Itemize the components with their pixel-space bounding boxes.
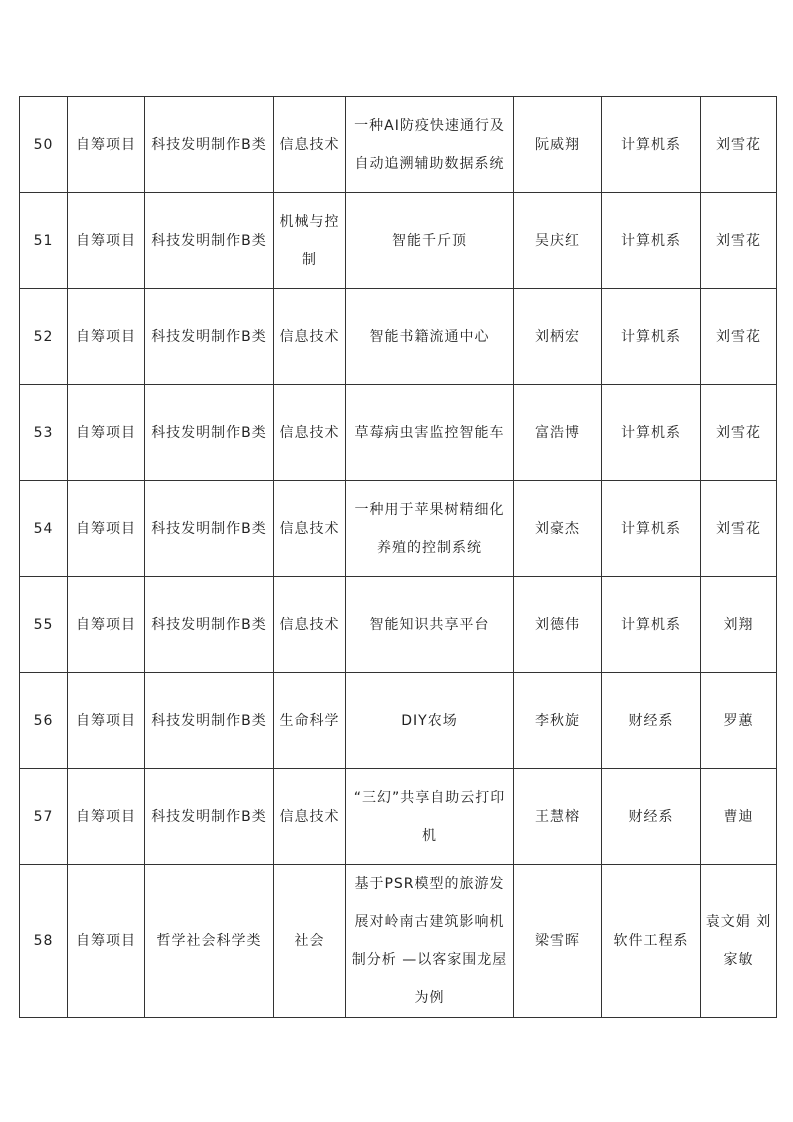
table-row (20, 97, 777, 193)
department-cell: 财经系 (602, 673, 701, 769)
project-leader-cell: 梁雪晖 (514, 865, 602, 1018)
project-category-cell: 科技发明制作B类 (145, 193, 274, 289)
department-cell: 财经系 (602, 769, 701, 865)
advisor-cell: 刘雪花 (701, 481, 777, 577)
discipline-field-cell: 信息技术 (274, 577, 346, 673)
discipline-field-cell: 信息技术 (274, 385, 346, 481)
project-source-cell: 自筹项目 (68, 385, 145, 481)
row-number-cell: 52 (20, 289, 68, 385)
project-category-cell: 科技发明制作B类 (145, 97, 274, 193)
table-row (20, 673, 777, 769)
project-leader-cell: 刘柄宏 (514, 289, 602, 385)
advisor-cell: 刘翔 (701, 577, 777, 673)
project-title-cell: 一种AI防疫快速通行及自动追溯辅助数据系统 (346, 97, 514, 193)
project-leader-cell: 富浩博 (514, 385, 602, 481)
project-leader-cell: 李秋旋 (514, 673, 602, 769)
advisor-cell: 袁文娟 刘家敏 (701, 865, 777, 1018)
discipline-field-cell: 生命科学 (274, 673, 346, 769)
advisor-cell: 刘雪花 (701, 385, 777, 481)
department-cell: 计算机系 (602, 577, 701, 673)
row-number-cell: 50 (20, 97, 68, 193)
project-leader-cell: 阮威翔 (514, 97, 602, 193)
department-cell: 计算机系 (602, 97, 701, 193)
project-title-cell: 一种用于苹果树精细化养殖的控制系统 (346, 481, 514, 577)
project-leader-cell: 刘豪杰 (514, 481, 602, 577)
advisor-cell: 刘雪花 (701, 193, 777, 289)
project-title-cell: 智能书籍流通中心 (346, 289, 514, 385)
department-cell: 计算机系 (602, 193, 701, 289)
table-row (20, 865, 777, 1018)
project-source-cell: 自筹项目 (68, 481, 145, 577)
discipline-field-cell: 社会 (274, 865, 346, 1018)
project-leader-cell: 王慧榕 (514, 769, 602, 865)
discipline-field-cell: 信息技术 (274, 481, 346, 577)
table-row (20, 193, 777, 289)
advisor-cell: 刘雪花 (701, 97, 777, 193)
project-table (19, 96, 777, 1018)
project-category-cell: 科技发明制作B类 (145, 385, 274, 481)
project-title-cell: 智能知识共享平台 (346, 577, 514, 673)
row-number-cell: 53 (20, 385, 68, 481)
department-cell: 软件工程系 (602, 865, 701, 1018)
row-number-cell: 58 (20, 865, 68, 1018)
department-cell: 计算机系 (602, 481, 701, 577)
advisor-cell: 曹迪 (701, 769, 777, 865)
table-row (20, 385, 777, 481)
project-title-cell: 智能千斤顶 (346, 193, 514, 289)
project-leader-cell: 刘德伟 (514, 577, 602, 673)
discipline-field-cell: 信息技术 (274, 97, 346, 193)
project-source-cell: 自筹项目 (68, 673, 145, 769)
row-number-cell: 57 (20, 769, 68, 865)
project-source-cell: 自筹项目 (68, 97, 145, 193)
discipline-field-cell: 机械与控制 (274, 193, 346, 289)
row-number-cell: 54 (20, 481, 68, 577)
project-category-cell: 哲学社会科学类 (145, 865, 274, 1018)
discipline-field-cell: 信息技术 (274, 289, 346, 385)
project-source-cell: 自筹项目 (68, 289, 145, 385)
project-title-cell: 草莓病虫害监控智能车 (346, 385, 514, 481)
row-number-cell: 51 (20, 193, 68, 289)
department-cell: 计算机系 (602, 289, 701, 385)
advisor-cell: 刘雪花 (701, 289, 777, 385)
project-leader-cell: 吴庆红 (514, 193, 602, 289)
project-source-cell: 自筹项目 (68, 865, 145, 1018)
row-number-cell: 56 (20, 673, 68, 769)
project-category-cell: 科技发明制作B类 (145, 769, 274, 865)
project-category-cell: 科技发明制作B类 (145, 673, 274, 769)
table-row (20, 769, 777, 865)
row-number-cell: 55 (20, 577, 68, 673)
discipline-field-cell: 信息技术 (274, 769, 346, 865)
project-title-cell: 基于PSR模型的旅游发展对岭南古建筑影响机制分析 —以客家围龙屋为例 (346, 865, 514, 1018)
project-source-cell: 自筹项目 (68, 193, 145, 289)
advisor-cell: 罗蕙 (701, 673, 777, 769)
project-category-cell: 科技发明制作B类 (145, 289, 274, 385)
table-row (20, 481, 777, 577)
project-category-cell: 科技发明制作B类 (145, 481, 274, 577)
project-category-cell: 科技发明制作B类 (145, 577, 274, 673)
department-cell: 计算机系 (602, 385, 701, 481)
project-source-cell: 自筹项目 (68, 769, 145, 865)
project-title-cell: “三幻”共享自助云打印机 (346, 769, 514, 865)
project-title-cell: DIY农场 (346, 673, 514, 769)
project-source-cell: 自筹项目 (68, 577, 145, 673)
table-row (20, 289, 777, 385)
table-row (20, 577, 777, 673)
